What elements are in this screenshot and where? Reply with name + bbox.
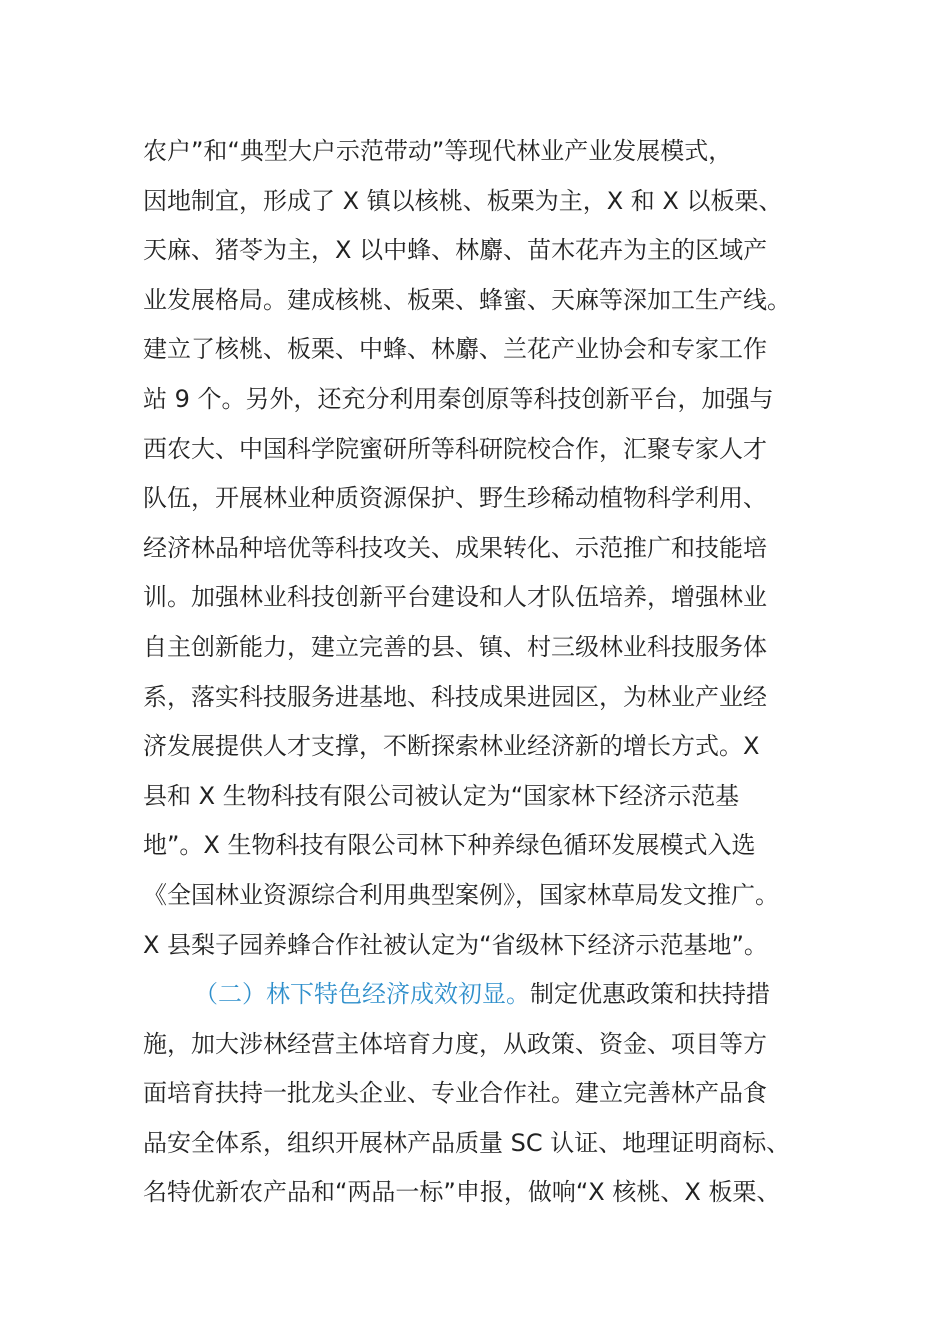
text-line: 自主创新能力，建立完善的县、镇、村三级林业科技服务体 bbox=[143, 632, 767, 661]
text-line: X 县梨子园养蜂合作社被认定为“省级林下经济示范基地”。 bbox=[143, 930, 768, 959]
paragraph-2 bbox=[143, 1020, 833, 1218]
paragraph-1 bbox=[143, 127, 833, 970]
text-line: 面培育扶持一批龙头企业、专业合作社。建立完善林产品食 bbox=[143, 1079, 767, 1108]
text-line: 建立了核桃、板栗、中蜂、林麝、兰花产业协会和专家工作 bbox=[143, 335, 767, 364]
text-line: 业发展格局。建成核桃、板栗、蜂蜜、天麻等深加工生产线。 bbox=[143, 285, 791, 314]
text-line: 天麻、猪苓为主，X 以中蜂、林麝、苗木花卉为主的区域产 bbox=[143, 236, 768, 265]
text-line: 《全国林业资源综合利用典型案例》，国家林草局发文推广。 bbox=[143, 880, 779, 909]
text-line: 名特优新农产品和“两品一标”申报，做响“X 核桃、X 板栗、 bbox=[143, 1178, 781, 1207]
paragraph-2-first-line bbox=[143, 970, 833, 1020]
document-body bbox=[143, 127, 833, 1218]
text-line: 站 9 个。另外，还充分利用秦创原等科技创新平台，加强与 bbox=[143, 384, 774, 413]
text-line: 县和 X 生物科技有限公司被认定为“国家林下经济示范基 bbox=[143, 781, 740, 810]
text-line: 西农大、中国科学院蜜研所等科研院校合作，汇聚专家人才 bbox=[143, 434, 767, 463]
paragraph-2-text: 制定优惠政策和扶持措 bbox=[530, 980, 770, 1009]
text-line: 地”。X 生物科技有限公司林下种养绿色循环发展模式入选 bbox=[143, 831, 756, 860]
text-line: 济发展提供人才支撑，不断探索林业经济新的增长方式。X bbox=[143, 732, 760, 761]
text-line: 训。加强林业科技创新平台建设和人才队伍培养，增强林业 bbox=[143, 583, 767, 612]
text-line: 施，加大涉林经营主体培育力度，从政策、资金、项目等方 bbox=[143, 1029, 767, 1058]
text-line: 经济林品种培优等科技攻关、成果转化、示范推广和技能培 bbox=[143, 533, 767, 562]
section-heading: （二）林下特色经济成效初显。 bbox=[194, 980, 530, 1009]
text-line: 因地制宜，形成了 X 镇以核桃、板栗为主，X 和 X 以板栗、 bbox=[143, 186, 783, 215]
text-line: 农户”和“典型大户示范带动”等现代林业产业发展模式， bbox=[143, 137, 733, 165]
text-line: 品安全体系，组织开展林产品质量 SC 认证、地理证明商标、 bbox=[143, 1128, 791, 1157]
text-line: 系，落实科技服务进基地、科技成果进园区，为林业产业经 bbox=[143, 682, 767, 711]
text-line: 队伍，开展林业种质资源保护、野生珍稀动植物科学利用、 bbox=[143, 484, 767, 513]
